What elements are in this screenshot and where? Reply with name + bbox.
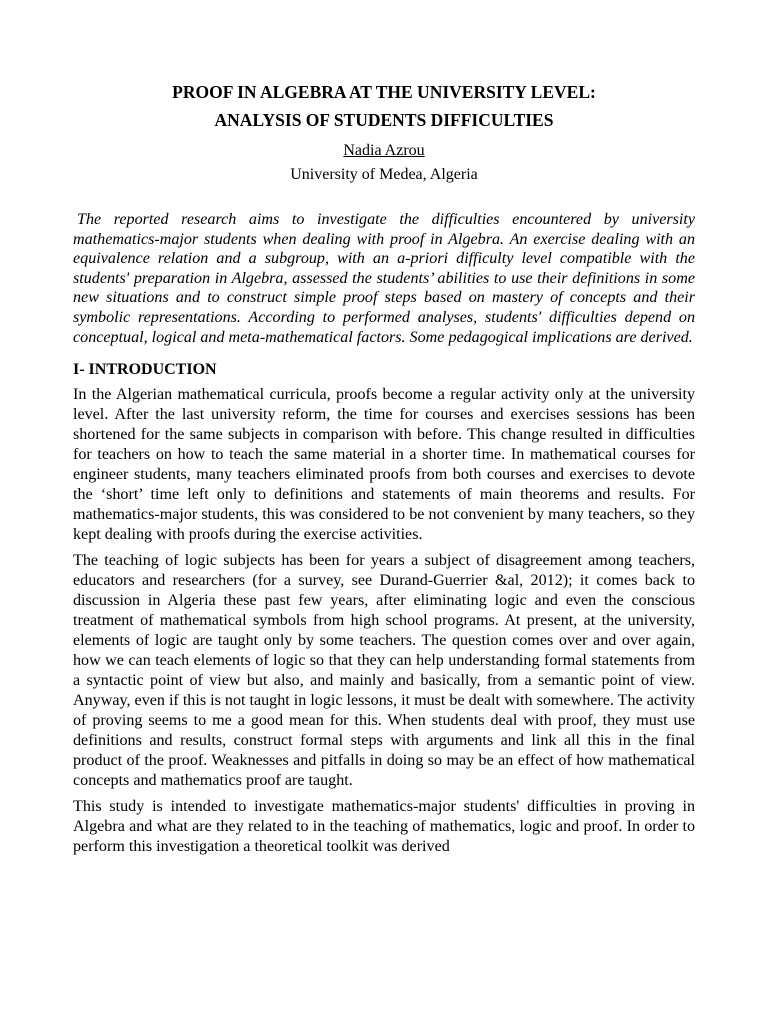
author-name-text: Nadia Azrou [343,142,425,159]
section-heading-introduction: I- INTRODUCTION [73,361,217,379]
paper-title-line-1: PROOF IN ALGEBRA AT THE UNIVERSITY LEVEL: [172,82,596,102]
author-name [73,139,695,163]
body-paragraph-2: The teaching of logic subjects has been for years a subject of disagreement among teachers, educators and researchers (for a survey, see Durand-Guerrier &al, 2012); it comes back to discussion in Algeria these past few years, after eliminating logic and even the conscious treatment of mathematical symbols from high school programs. At present, at the university, elements of logic are taught only by some teachers. The question comes over and over again, how we can teach elements of logic so that they can help understanding formal statements from a syntactic point of view but also, and mainly and basically, from a semantic point of view. Anyway, even if this is not taught in logic lessons, it must be dealt with somewhere. The activity of proving seems to me a good mean for this. When students deal with proof, they must use definitions and results, construct formal steps with arguments and link all this in the final product of the proof. Weaknesses and pitfalls in doing so may be an effect of how mathematical concepts and mathematics proof are taught. [73,552,695,790]
abstract: The reported research aims to investigate the difficulties encountered by university mathematics-major students when dealing with proof in Algebra. An exercise dealing with an equivalence relation and a subgroup, with an a-priori difficulty level compatible with the students' preparation in Algebra, assessed the students’ abilities to use their definitions in some new situations and to construct simple proof steps based on mastery of concepts and their symbolic representations. According to performed analyses, students' difficulties depend on conceptual, logical and meta-mathematical factors. Some pedagogical implications are derived. [73,211,695,346]
body-paragraph-3: This study is intended to investigate mathematics-major students' difficulties in proving in Algebra and what are they related to in the teaching of mathematics, logic and proof. In order to perform this investigation a theoretical toolkit was derived [73,798,695,856]
paper-title-line-2: ANALYSIS OF STUDENTS DIFFICULTIES [214,110,554,130]
body-paragraph-1: In the Algerian mathematical curricula, proofs become a regular activity only at the university level. After the last university reform, the time for courses and exercises sessions has been shortened for the same subjects in comparison with before. This change resulted in difficulties for teachers on how to teach the same material in a shorter time. In mathematical courses for engineer students, many teachers eliminated proofs from both courses and exercises to devote the ‘short’ time left only to definitions and statements of main theorems and results. For mathematics-major students, this was considered to be not convenient by many teachers, so they kept dealing with proofs during the exercise activities. [73,386,695,544]
paper-page [73,78,695,857]
author-affiliation: University of Medea, Algeria [290,166,478,183]
